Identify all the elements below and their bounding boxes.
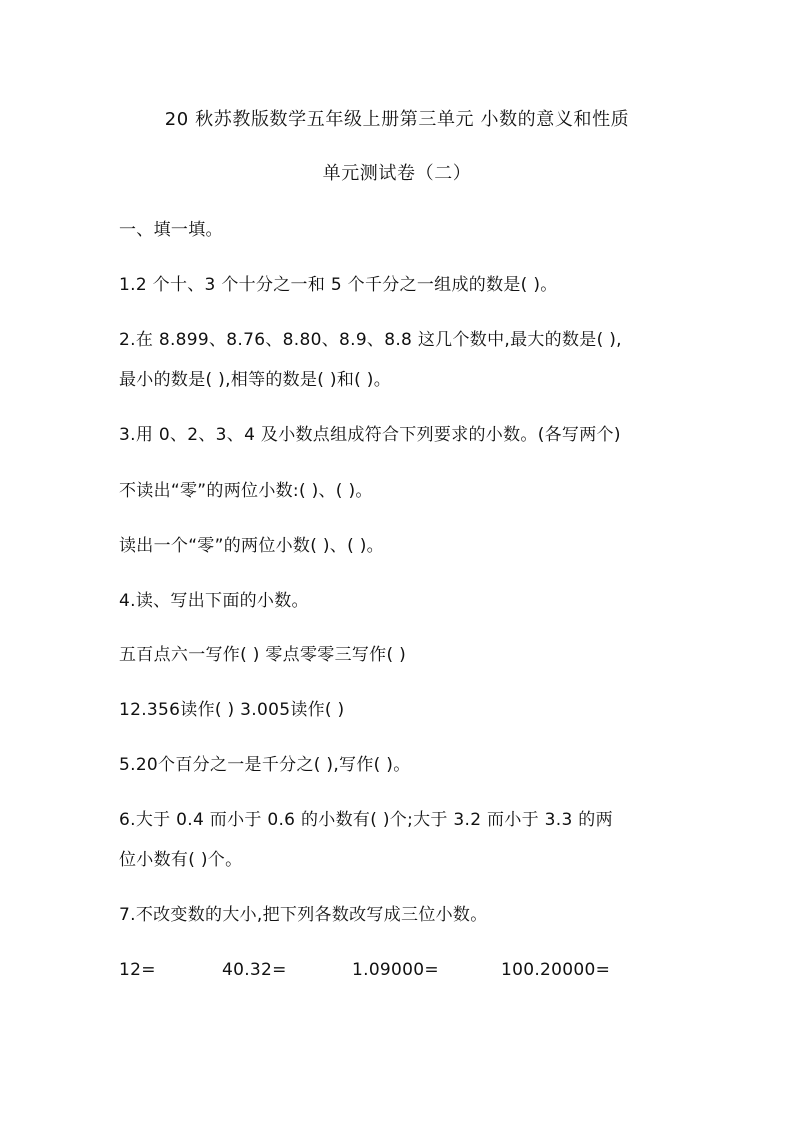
question-4-line-1: 4.读、写出下面的小数。 — [119, 591, 309, 611]
question-3-line-1: 3.用 0、2、3、4 及小数点组成符合下列要求的小数。(各写两个) — [119, 425, 621, 445]
question-2-line-2: 最小的数是( ),相等的数是( )和( )。 — [119, 370, 392, 390]
question-7-item: 100.20000= — [501, 960, 611, 980]
question-3-line-2: 不读出“零”的两位小数:( )、( )。 — [119, 481, 373, 501]
question-7-item: 1.09000= — [352, 960, 439, 980]
question-4-line-2: 五百点六一写作( ) 零点零零三写作( ) — [119, 645, 407, 665]
question-7-item: 12= — [119, 960, 156, 980]
question-1: 1.2 个十、3 个十分之一和 5 个千分之一组成的数是( )。 — [119, 275, 558, 295]
question-6-line-1: 6.大于 0.4 而小于 0.6 的小数有( )个;大于 3.2 而小于 3.3 的两 — [119, 810, 613, 830]
title-line-1: 20 秋苏教版数学五年级上册第三单元 小数的意义和性质 — [164, 109, 630, 130]
title-line-2: 单元测试卷（二） — [322, 163, 472, 184]
question-7-line-1: 7.不改变数的大小,把下列各数改写成三位小数。 — [119, 905, 488, 925]
question-2-line-1: 2.在 8.899、8.76、8.80、8.9、8.8 这几个数中,最大的数是( ), — [119, 330, 622, 350]
question-4-line-3: 12.356读作( ) 3.005读作( ) — [119, 700, 345, 720]
question-7-item: 40.32= — [222, 960, 287, 980]
question-6-line-2: 位小数有( )个。 — [119, 850, 243, 870]
section-heading: 一、填一填。 — [119, 220, 223, 240]
question-5: 5.20个百分之一是千分之( ),写作( )。 — [119, 755, 411, 775]
question-3-line-3: 读出一个“零”的两位小数( )、( )。 — [119, 536, 384, 556]
